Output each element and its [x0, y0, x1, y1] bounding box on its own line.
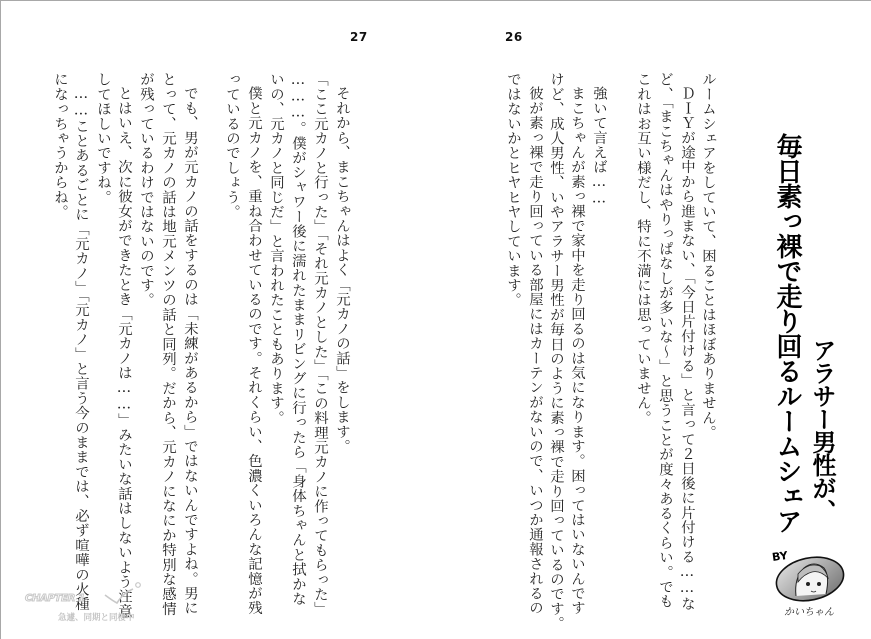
page-number-right: 26 — [505, 30, 523, 44]
body-column: とって、元カノの話は地元メンツの話と同列。だから、元カノになにか特別な感情 — [160, 72, 176, 616]
body-column: けど、成人男性、いやアラサー男性が毎日のように素っ裸で走り回っているのです。 — [548, 72, 564, 631]
body-column: ルームシェアをしていて、困ることはほぼありません。 — [700, 72, 716, 440]
body-column: になっちゃうからね。 — [52, 72, 68, 219]
body-column: してほしいですね。 — [95, 72, 111, 205]
body-column: まこちゃんが素っ裸で家中を走り回るのは気になります。困ってはいないんです — [569, 86, 585, 616]
body-column: 僕と元カノを、重ね合わせているのです。それくらい、色濃くいろんな記憶が残 — [246, 86, 262, 616]
body-column: が残っているわけではないのです。 — [138, 72, 154, 308]
article-title-line1: アラサー男性が、 — [808, 338, 836, 522]
author-byline — [768, 550, 850, 620]
body-column: 強いて言えば…… — [591, 86, 607, 207]
body-column: っているのでしょう。 — [224, 72, 240, 219]
body-column: ……ことあるごとに「元カノ」「元カノ」と言う今のままでは、必ず喧嘩の火種 — [73, 86, 89, 612]
body-column: とはいえ、次に彼女ができたとき「元カノは……」みたいな話はしないよう注意 — [116, 86, 132, 619]
left-page — [1, 0, 435, 639]
page-number-left: 27 — [350, 30, 368, 44]
right-page — [435, 0, 871, 639]
article-title-line2: 毎日素っ裸で走り回るルームシェア — [772, 133, 802, 533]
checkmark-icon — [103, 581, 143, 607]
body-column: 彼が素っ裸で走り回っている部屋にはカーテンがないので、いつか通報されるの — [527, 86, 543, 616]
body-column: これはお互い様だし、特に不満には思っていません。 — [635, 72, 651, 425]
body-column: ど、「まこちゃんはやりっぱなしが多いな〜」と思うことが度々あるくらい。でも — [657, 72, 673, 609]
author-portrait-icon — [768, 552, 850, 604]
by-label: BY — [771, 548, 789, 565]
body-column: 「ここ元カノと行った」「それ元カノとした」「この料理元カノに作ってもらった」 — [312, 72, 328, 617]
body-column: でも、男が元カノの話をするのは「未練があるから」ではないんですよね。男に — [182, 86, 198, 616]
chapter-label: CHAPTER 1 — [25, 593, 85, 604]
body-column: ではないかとヒヤヒヤしています。 — [505, 72, 521, 308]
author-name: かいちゃん — [784, 607, 834, 618]
body-column: それから、まこちゃんはよく「元カノの話」をします。 — [334, 86, 350, 454]
body-column: ＤＩＹが途中から進まない、「今日片付ける」と言って２日後に片付ける……な — [679, 86, 695, 612]
body-column: ………。僕がシャワー後に濡れたままリビングに行ったら「身体ちゃんと拭かな — [290, 72, 306, 606]
chapter-footer — [25, 585, 185, 625]
body-column: いの、元カノと同じだ」と言われたこともあります。 — [268, 72, 284, 425]
chapter-title: 急遽、同期と同棲中 — [58, 613, 135, 623]
